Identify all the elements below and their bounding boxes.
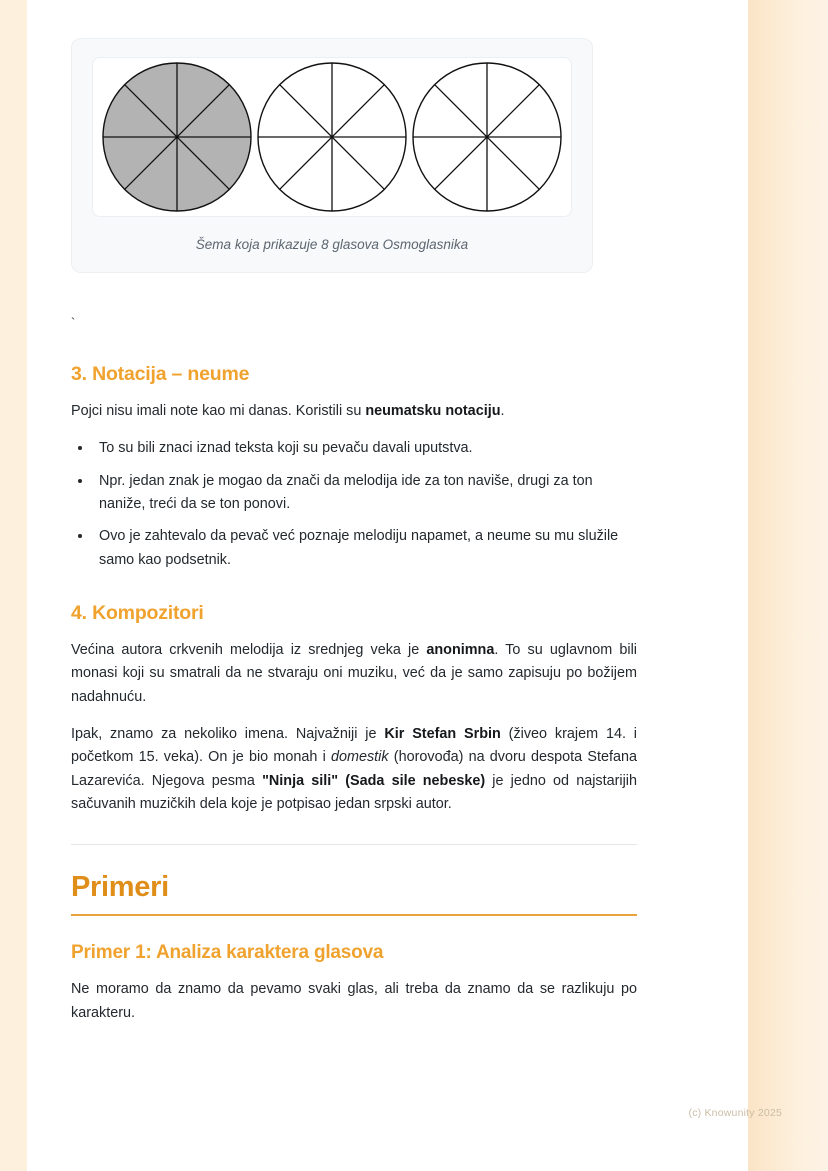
- figure-card: [71, 38, 593, 273]
- text-run: Većina autora crkvenih melodija iz srednjeg veka je: [71, 641, 427, 658]
- circle-diagram-empty-2: [411, 61, 563, 213]
- paragraph-notacija-intro: [71, 400, 637, 423]
- text-run: Pojci nisu imali note kao mi danas. Koristili su: [71, 403, 366, 419]
- text-run: (horovođa) na dvoru despota Stefana Lazarevića. Njegova pesma: [71, 749, 637, 789]
- list-item: • To su bili znaci iznad teksta koji su pevaču davali uputstva.: [93, 437, 637, 460]
- text-run-italic: domestik: [330, 749, 389, 766]
- section-heading-kompozitori: 4. Kompozitori: [71, 601, 204, 624]
- stray-mark: `: [71, 315, 76, 330]
- accent-divider: [71, 914, 637, 916]
- text-run: Ipak, znamo za nekoliko imena. Najvažniji je: [71, 725, 385, 742]
- page-title-primeri: Primeri: [71, 871, 169, 904]
- figure-caption: Šema koja prikazuje 8 glasova Osmoglasnika: [195, 237, 469, 252]
- text-run: . To su uglavnom bili monasi koji su smatrali da ne stvaraju oni muziku, već da je samo zapisuju po božijem nadahnuću.: [71, 641, 637, 705]
- list-item: • Ovo je zahtevalo da pevač već poznaje melodiju napamet, a neume su mu služile samo kao podsetnik.: [93, 525, 637, 572]
- text-run: .: [500, 403, 505, 419]
- text-run: (živeo krajem 14. i početkom 15. veka). On je bio monah i: [71, 725, 637, 766]
- text-run: je jedno od najstarijih sačuvanih muzičkih dela koje je potpisao jedan srpski autor.: [71, 772, 637, 812]
- text-run-bold: anonimna: [426, 641, 495, 658]
- example-1-paragraph: Ne moramo da znamo da pevamo svaki glas, ali treba da znamo da se razlikuju po karakteru.: [71, 981, 637, 1021]
- paragraph-kompozitori-2: [71, 723, 637, 816]
- circle-diagram-filled: [101, 61, 253, 213]
- section-divider: [71, 844, 637, 845]
- list-item: • Npr. jedan znak je mogao da znači da melodija ide za ton naviše, drugi za ton naniže, treći da se ton ponovi.: [93, 470, 637, 517]
- circle-diagram-empty-1: [256, 61, 408, 213]
- text-run-bold: neumatsku notaciju: [365, 403, 501, 419]
- example-1-heading: Primer 1: Analiza karaktera glasova: [71, 942, 384, 964]
- right-margin-strip: [748, 0, 828, 1171]
- bullet-list-notacija: [71, 437, 637, 572]
- section-heading-notacija: 3. Notacija – neume: [71, 363, 250, 385]
- paragraph-kompozitori-1: [71, 639, 637, 709]
- left-margin-strip: [0, 0, 27, 1171]
- figure-image: [92, 57, 572, 217]
- document-content: [71, 0, 637, 1039]
- text-run-bold: "Ninja sili" (Sada sile nebeske): [262, 772, 486, 789]
- text-run-bold: Kir Stefan Srbin: [384, 725, 501, 742]
- footer-copyright: (c) Knowunity 2025: [688, 1107, 782, 1119]
